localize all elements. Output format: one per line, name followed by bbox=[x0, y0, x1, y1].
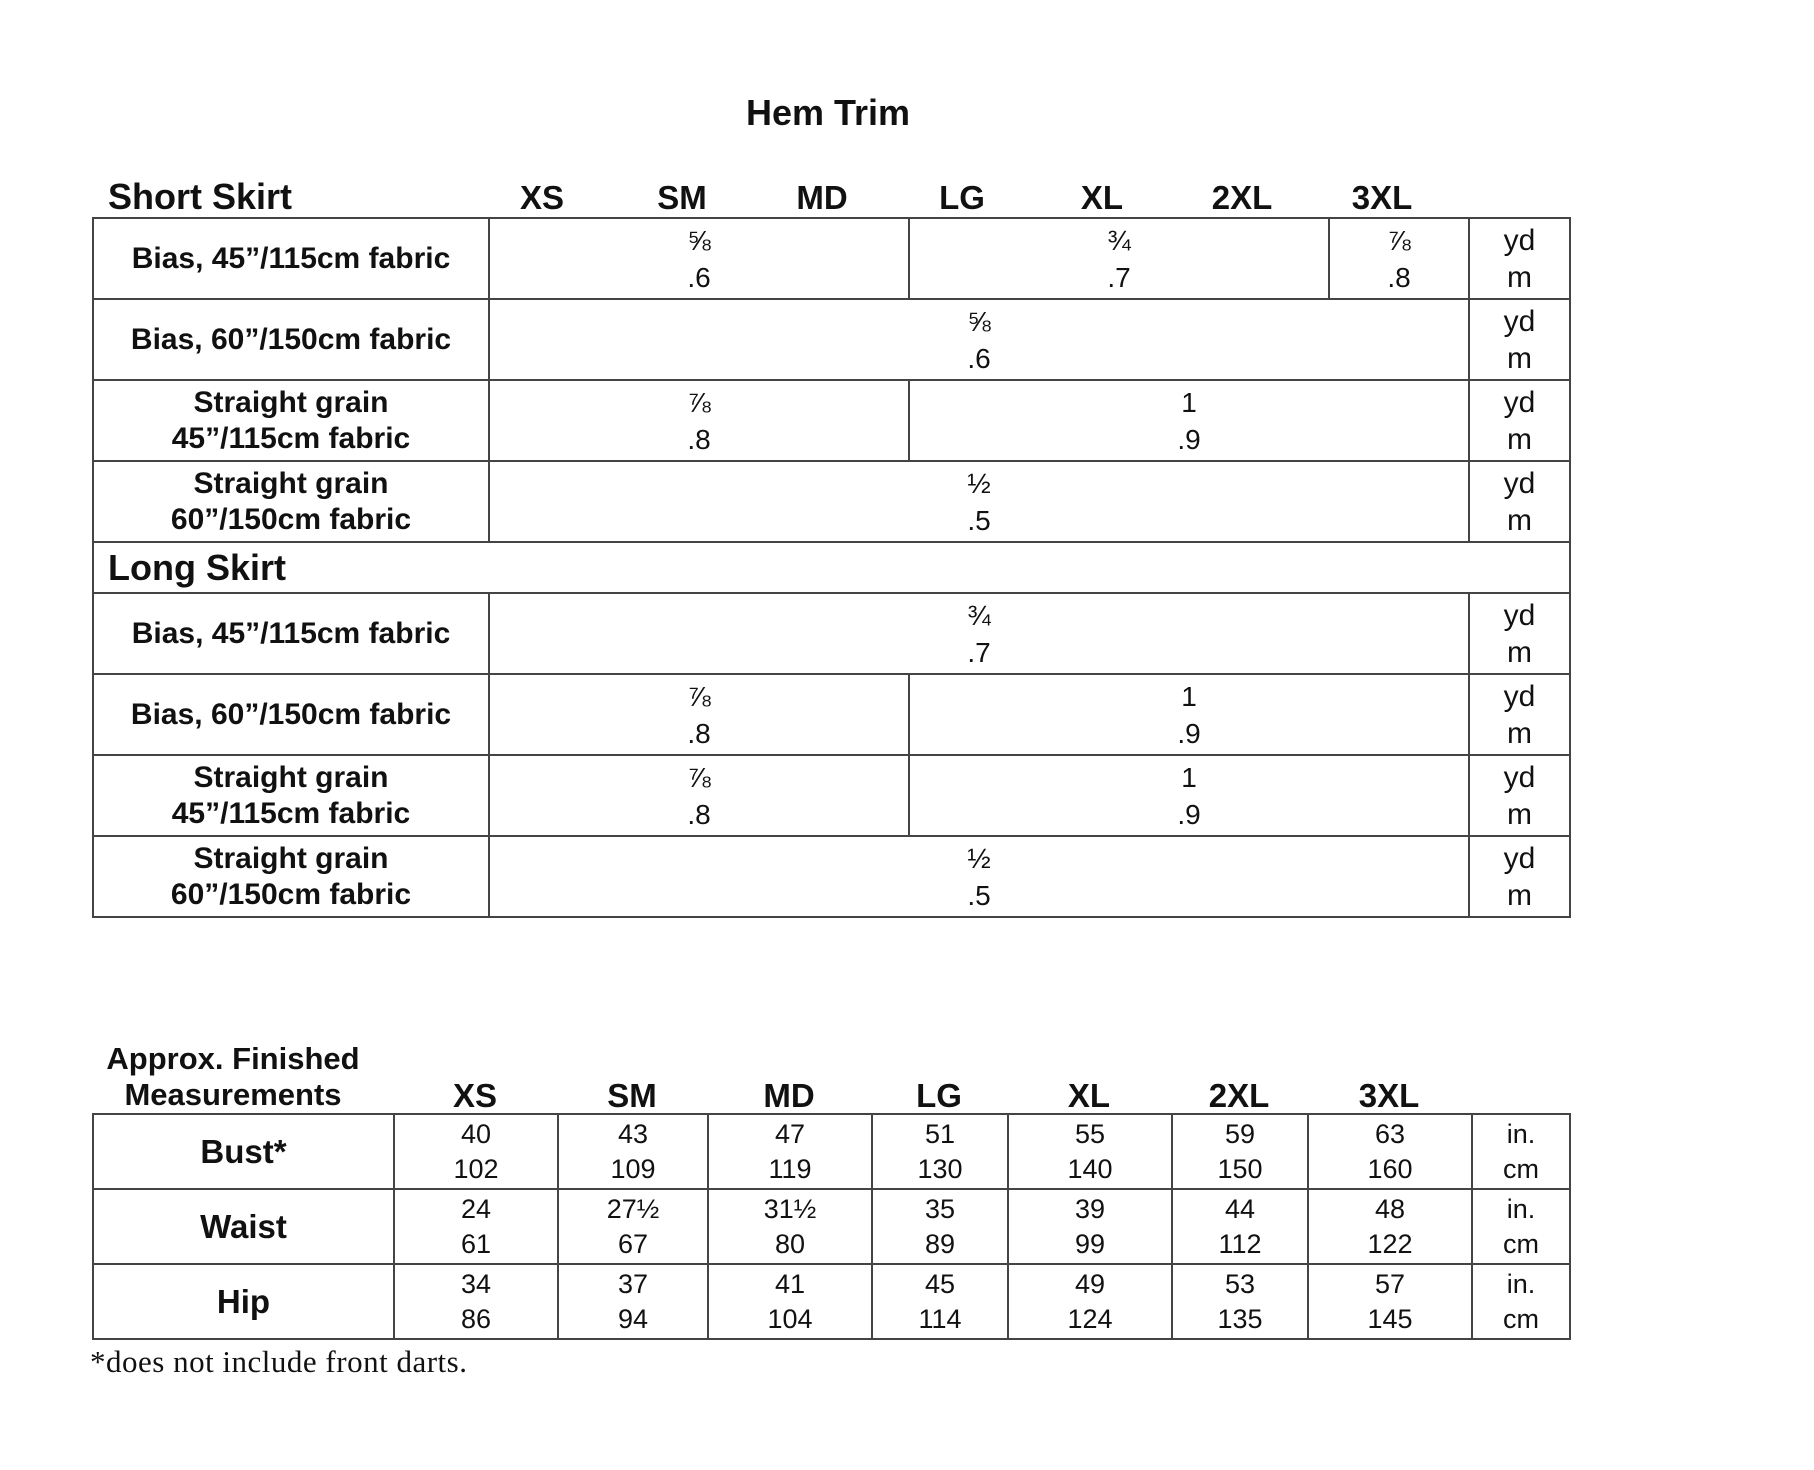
yardage-yd: 1 bbox=[1181, 761, 1197, 793]
measurement-cell bbox=[1172, 1114, 1308, 1189]
unit-yd: yd bbox=[1503, 304, 1536, 338]
unit-in: in. bbox=[1506, 1193, 1536, 1224]
measurement-cm: 99 bbox=[1074, 1228, 1106, 1259]
measurement-cell bbox=[394, 1264, 558, 1339]
measurement-cm: 102 bbox=[453, 1153, 499, 1184]
yardage-stack bbox=[490, 597, 1468, 671]
measurement-inches: 45 bbox=[924, 1268, 956, 1299]
yardage-cell bbox=[489, 674, 909, 755]
measurement-cm: 130 bbox=[917, 1153, 963, 1184]
yardage-cell bbox=[489, 755, 909, 836]
measure-size-xl: XL bbox=[1067, 1077, 1111, 1114]
yardage-m: .9 bbox=[1177, 423, 1201, 455]
unit-cell bbox=[1469, 218, 1570, 299]
yardage-yd: ⅞ bbox=[687, 761, 711, 793]
yardage-m: .6 bbox=[967, 342, 991, 374]
measurement-unit-stack bbox=[1473, 1117, 1569, 1187]
yardage-stack bbox=[910, 759, 1468, 833]
yardage-stack bbox=[490, 384, 908, 458]
row-label-line1: Bias, 45”/115cm fabric bbox=[131, 616, 451, 650]
yardage-cell bbox=[909, 674, 1469, 755]
yardage-yd: 1 bbox=[1181, 680, 1197, 712]
measurement-cell bbox=[872, 1264, 1008, 1339]
hem-trim-table bbox=[92, 217, 1571, 918]
hem-trim-row bbox=[93, 299, 1570, 380]
measurement-stack bbox=[873, 1267, 1007, 1337]
yardage-yd: ¾ bbox=[1107, 224, 1131, 256]
unit-yd: yd bbox=[1503, 679, 1536, 713]
yardage-stack bbox=[490, 303, 1468, 377]
measurement-inches: 37 bbox=[617, 1268, 649, 1299]
yardage-yd: 1 bbox=[1181, 386, 1197, 418]
unit-stack bbox=[1470, 759, 1569, 833]
measurement-inches: 49 bbox=[1074, 1268, 1106, 1299]
yardage-cell bbox=[909, 380, 1469, 461]
yardage-stack bbox=[490, 222, 908, 296]
hem-trim-row bbox=[93, 593, 1570, 674]
unit-m: m bbox=[1507, 635, 1532, 669]
row-label-line2: 60”/150cm fabric bbox=[170, 877, 412, 911]
row-label-line2: 60”/150cm fabric bbox=[170, 502, 412, 536]
long-skirt-section-row bbox=[93, 542, 1570, 593]
yardage-cell bbox=[489, 380, 909, 461]
measurement-stack bbox=[1009, 1192, 1171, 1262]
measurement-unit-cell bbox=[1472, 1114, 1570, 1189]
measure-size-2xl: 2XL bbox=[1208, 1077, 1270, 1114]
yardage-m: .8 bbox=[1387, 261, 1411, 293]
measurement-stack bbox=[1173, 1117, 1307, 1187]
measurement-label: Waist bbox=[93, 1189, 394, 1264]
unit-in: in. bbox=[1506, 1118, 1536, 1149]
unit-m: m bbox=[1507, 422, 1532, 456]
unit-m: m bbox=[1507, 797, 1532, 831]
yardage-m: .5 bbox=[967, 504, 991, 536]
size-header-3xl: 3XL bbox=[1351, 179, 1413, 216]
measurement-cell bbox=[872, 1189, 1008, 1264]
yardage-m: .7 bbox=[967, 636, 991, 668]
row-label-line2: 45”/115cm fabric bbox=[171, 796, 411, 830]
measurement-cell bbox=[394, 1189, 558, 1264]
unit-m: m bbox=[1507, 341, 1532, 375]
size-header-xl: XL bbox=[1080, 179, 1124, 216]
yardage-yd: ⅝ bbox=[967, 305, 991, 337]
row-label bbox=[93, 836, 489, 917]
measurement-inches: 24 bbox=[460, 1193, 492, 1224]
row-label bbox=[93, 299, 489, 380]
hem-trim-row bbox=[93, 836, 1570, 917]
row-label-line1: Straight grain bbox=[193, 841, 389, 875]
measurements-heading bbox=[102, 1041, 364, 1113]
measurement-cell bbox=[558, 1114, 708, 1189]
measurement-inches: 53 bbox=[1224, 1268, 1256, 1299]
page-title: Hem Trim bbox=[746, 92, 911, 133]
measurement-cell bbox=[1008, 1114, 1172, 1189]
unit-yd: yd bbox=[1503, 223, 1536, 257]
yardage-m: .9 bbox=[1177, 798, 1201, 830]
measurement-unit-stack bbox=[1473, 1192, 1569, 1262]
yardage-cell bbox=[489, 461, 1469, 542]
measurement-cm: 124 bbox=[1067, 1303, 1113, 1334]
measurement-cm: 160 bbox=[1367, 1153, 1413, 1184]
measurement-inches: 48 bbox=[1374, 1193, 1406, 1224]
measure-size-3xl: 3XL bbox=[1358, 1077, 1420, 1114]
row-label bbox=[93, 461, 489, 542]
measurement-inches: 40 bbox=[460, 1118, 492, 1149]
unit-stack bbox=[1470, 840, 1569, 914]
measure-size-sm: SM bbox=[607, 1077, 657, 1114]
hem-trim-size-header bbox=[92, 176, 1569, 217]
unit-yd: yd bbox=[1503, 841, 1536, 875]
measurement-cell bbox=[394, 1114, 558, 1189]
unit-stack bbox=[1470, 678, 1569, 752]
measurement-label: Hip bbox=[93, 1264, 394, 1339]
yardage-cell bbox=[909, 755, 1469, 836]
measurement-cm: 114 bbox=[918, 1303, 962, 1334]
yardage-cell bbox=[489, 836, 1469, 917]
measurement-cell bbox=[1172, 1264, 1308, 1339]
yardage-stack bbox=[910, 384, 1468, 458]
yardage-stack bbox=[490, 840, 1468, 914]
measurement-row bbox=[93, 1264, 1570, 1339]
measurement-cell bbox=[1008, 1264, 1172, 1339]
short-skirt-heading: Short Skirt bbox=[108, 176, 293, 217]
measurement-inches: 27½ bbox=[606, 1193, 660, 1224]
measurement-cm: 67 bbox=[617, 1228, 649, 1259]
measurement-cm: 145 bbox=[1367, 1303, 1413, 1334]
yardage-stack bbox=[490, 759, 908, 833]
unit-cm: cm bbox=[1503, 1303, 1539, 1334]
measurement-cell bbox=[708, 1264, 872, 1339]
yardage-m: .6 bbox=[687, 261, 711, 293]
row-label bbox=[93, 674, 489, 755]
hem-trim-row bbox=[93, 461, 1570, 542]
yardage-stack bbox=[490, 465, 1468, 539]
row-label-line1: Straight grain bbox=[193, 466, 389, 500]
hem-trim-row bbox=[93, 380, 1570, 461]
yardage-cell bbox=[489, 593, 1469, 674]
measurement-row bbox=[93, 1114, 1570, 1189]
measurement-inches: 31½ bbox=[763, 1193, 817, 1224]
row-label-line1: Bias, 60”/150cm fabric bbox=[130, 697, 452, 731]
measurement-cell bbox=[1308, 1189, 1472, 1264]
long-skirt-heading: Long Skirt bbox=[93, 542, 1570, 593]
yardage-cell bbox=[909, 218, 1329, 299]
unit-cell bbox=[1469, 593, 1570, 674]
measurement-cm: 135 bbox=[1217, 1303, 1263, 1334]
measurement-cell bbox=[558, 1264, 708, 1339]
row-label-line1: Bias, 45”/115cm fabric bbox=[131, 241, 451, 275]
yardage-yd: ⅞ bbox=[687, 680, 711, 712]
unit-cell bbox=[1469, 299, 1570, 380]
yardage-stack bbox=[490, 678, 908, 752]
unit-stack bbox=[1470, 597, 1569, 671]
measurement-cell bbox=[1008, 1189, 1172, 1264]
measurement-cm: 94 bbox=[617, 1303, 649, 1334]
measurement-inches: 34 bbox=[460, 1268, 492, 1299]
measurement-cell bbox=[1172, 1189, 1308, 1264]
unit-stack bbox=[1470, 222, 1569, 296]
yardage-yd: ¾ bbox=[967, 599, 991, 631]
measurement-cm: 119 bbox=[768, 1153, 812, 1184]
measurement-unit-cell bbox=[1472, 1189, 1570, 1264]
unit-cm: cm bbox=[1503, 1228, 1539, 1259]
hem-trim-row bbox=[93, 218, 1570, 299]
measurement-stack bbox=[1309, 1267, 1471, 1337]
measurement-cell bbox=[1308, 1114, 1472, 1189]
finished-measurements-section bbox=[92, 1041, 1569, 1340]
unit-cm: cm bbox=[1503, 1153, 1539, 1184]
measure-size-xs: XS bbox=[452, 1077, 498, 1114]
measurement-stack bbox=[395, 1267, 557, 1337]
unit-yd: yd bbox=[1503, 760, 1536, 794]
yardage-m: .8 bbox=[687, 717, 711, 749]
measurements-table bbox=[92, 1113, 1571, 1340]
measurement-cm: 80 bbox=[774, 1228, 806, 1259]
measurement-inches: 55 bbox=[1074, 1118, 1106, 1149]
measure-size-md: MD bbox=[763, 1077, 815, 1114]
measurement-inches: 41 bbox=[774, 1268, 806, 1299]
measurements-header bbox=[92, 1041, 1569, 1113]
unit-m: m bbox=[1507, 503, 1532, 537]
yardage-stack bbox=[910, 678, 1468, 752]
measurement-cm: 86 bbox=[460, 1303, 492, 1334]
measurement-row bbox=[93, 1189, 1570, 1264]
measurement-cm: 104 bbox=[767, 1303, 813, 1334]
unit-stack bbox=[1470, 384, 1569, 458]
measurement-stack bbox=[1309, 1192, 1471, 1262]
measurement-inches: 51 bbox=[924, 1118, 956, 1149]
measurement-stack bbox=[559, 1192, 707, 1262]
unit-cell bbox=[1469, 461, 1570, 542]
row-label bbox=[93, 218, 489, 299]
measurement-cell bbox=[558, 1189, 708, 1264]
size-header-sm: SM bbox=[657, 179, 707, 216]
yardage-cell bbox=[489, 218, 909, 299]
measurement-stack bbox=[1173, 1192, 1307, 1262]
row-label bbox=[93, 593, 489, 674]
measurement-cm: 61 bbox=[460, 1228, 492, 1259]
size-header-lg: LG bbox=[939, 179, 985, 216]
measurements-heading-line1: Approx. Finished bbox=[106, 1041, 360, 1076]
unit-yd: yd bbox=[1503, 385, 1536, 419]
yardage-stack bbox=[1330, 222, 1468, 296]
unit-m: m bbox=[1507, 260, 1532, 294]
measurement-inches: 47 bbox=[774, 1118, 806, 1149]
measurement-cell bbox=[708, 1189, 872, 1264]
measurement-cm: 112 bbox=[1218, 1228, 1262, 1259]
measurement-stack bbox=[873, 1192, 1007, 1262]
yardage-yd: ⅝ bbox=[687, 224, 711, 256]
measurement-stack bbox=[395, 1117, 557, 1187]
unit-in: in. bbox=[1506, 1268, 1536, 1299]
size-header-md: MD bbox=[796, 179, 848, 216]
measurement-stack bbox=[1309, 1117, 1471, 1187]
measurement-inches: 57 bbox=[1374, 1268, 1406, 1299]
unit-cell bbox=[1469, 674, 1570, 755]
yardage-m: .5 bbox=[967, 879, 991, 911]
measurement-cell bbox=[872, 1114, 1008, 1189]
yardage-m: .9 bbox=[1177, 717, 1201, 749]
unit-cell bbox=[1469, 836, 1570, 917]
unit-stack bbox=[1470, 303, 1569, 377]
measurement-stack bbox=[873, 1117, 1007, 1187]
measurement-inches: 35 bbox=[924, 1193, 956, 1224]
yardage-cell bbox=[1329, 218, 1469, 299]
measurement-cm: 150 bbox=[1217, 1153, 1263, 1184]
row-label-line2: 45”/115cm fabric bbox=[171, 421, 411, 455]
unit-cell bbox=[1469, 380, 1570, 461]
measurement-inches: 59 bbox=[1224, 1118, 1256, 1149]
measurements-heading-line2: Measurements bbox=[124, 1077, 342, 1112]
row-label bbox=[93, 380, 489, 461]
row-label-line1: Straight grain bbox=[193, 385, 389, 419]
hem-trim-row bbox=[93, 674, 1570, 755]
measure-size-lg: LG bbox=[916, 1077, 962, 1114]
yardage-yd: ⅞ bbox=[687, 386, 711, 418]
measurement-stack bbox=[559, 1267, 707, 1337]
unit-stack bbox=[1470, 465, 1569, 539]
measurement-cm: 122 bbox=[1367, 1228, 1413, 1259]
yardage-cell bbox=[489, 299, 1469, 380]
measurement-stack bbox=[709, 1192, 871, 1262]
hem-trim-row bbox=[93, 755, 1570, 836]
hem-trim-section bbox=[92, 176, 1569, 918]
measurement-stack bbox=[1009, 1267, 1171, 1337]
measurement-stack bbox=[709, 1117, 871, 1187]
row-label-line1: Straight grain bbox=[193, 760, 389, 794]
unit-cell bbox=[1469, 755, 1570, 836]
measurement-cm: 109 bbox=[610, 1153, 656, 1184]
yardage-m: .7 bbox=[1107, 261, 1131, 293]
yardage-stack bbox=[910, 222, 1328, 296]
measurement-inches: 39 bbox=[1074, 1193, 1106, 1224]
measurement-stack bbox=[1173, 1267, 1307, 1337]
measurement-cm: 140 bbox=[1067, 1153, 1113, 1184]
measurement-inches: 44 bbox=[1224, 1193, 1256, 1224]
yardage-yd: ½ bbox=[967, 467, 991, 499]
measurement-stack bbox=[709, 1267, 871, 1337]
footnote: *does not include front darts. bbox=[90, 1344, 468, 1379]
yardage-m: .8 bbox=[687, 423, 711, 455]
row-label bbox=[93, 755, 489, 836]
measurement-cm: 89 bbox=[924, 1228, 956, 1259]
measurement-cell bbox=[1308, 1264, 1472, 1339]
measurement-cell bbox=[708, 1114, 872, 1189]
yardage-yd: ⅞ bbox=[1387, 224, 1411, 256]
unit-m: m bbox=[1507, 716, 1532, 750]
measurement-unit-cell bbox=[1472, 1264, 1570, 1339]
measurement-unit-stack bbox=[1473, 1267, 1569, 1337]
size-header-2xl: 2XL bbox=[1211, 179, 1273, 216]
measurement-stack bbox=[559, 1117, 707, 1187]
unit-m: m bbox=[1507, 878, 1532, 912]
yardage-yd: ½ bbox=[967, 842, 991, 874]
measurement-inches: 43 bbox=[617, 1118, 649, 1149]
measurement-inches: 63 bbox=[1374, 1118, 1406, 1149]
measurement-stack bbox=[395, 1192, 557, 1262]
unit-yd: yd bbox=[1503, 466, 1536, 500]
measurement-label: Bust* bbox=[93, 1114, 394, 1189]
unit-yd: yd bbox=[1503, 598, 1536, 632]
size-header-xs: XS bbox=[519, 179, 565, 216]
row-label-line1: Bias, 60”/150cm fabric bbox=[130, 322, 452, 356]
yardage-m: .8 bbox=[687, 798, 711, 830]
measurement-stack bbox=[1009, 1117, 1171, 1187]
